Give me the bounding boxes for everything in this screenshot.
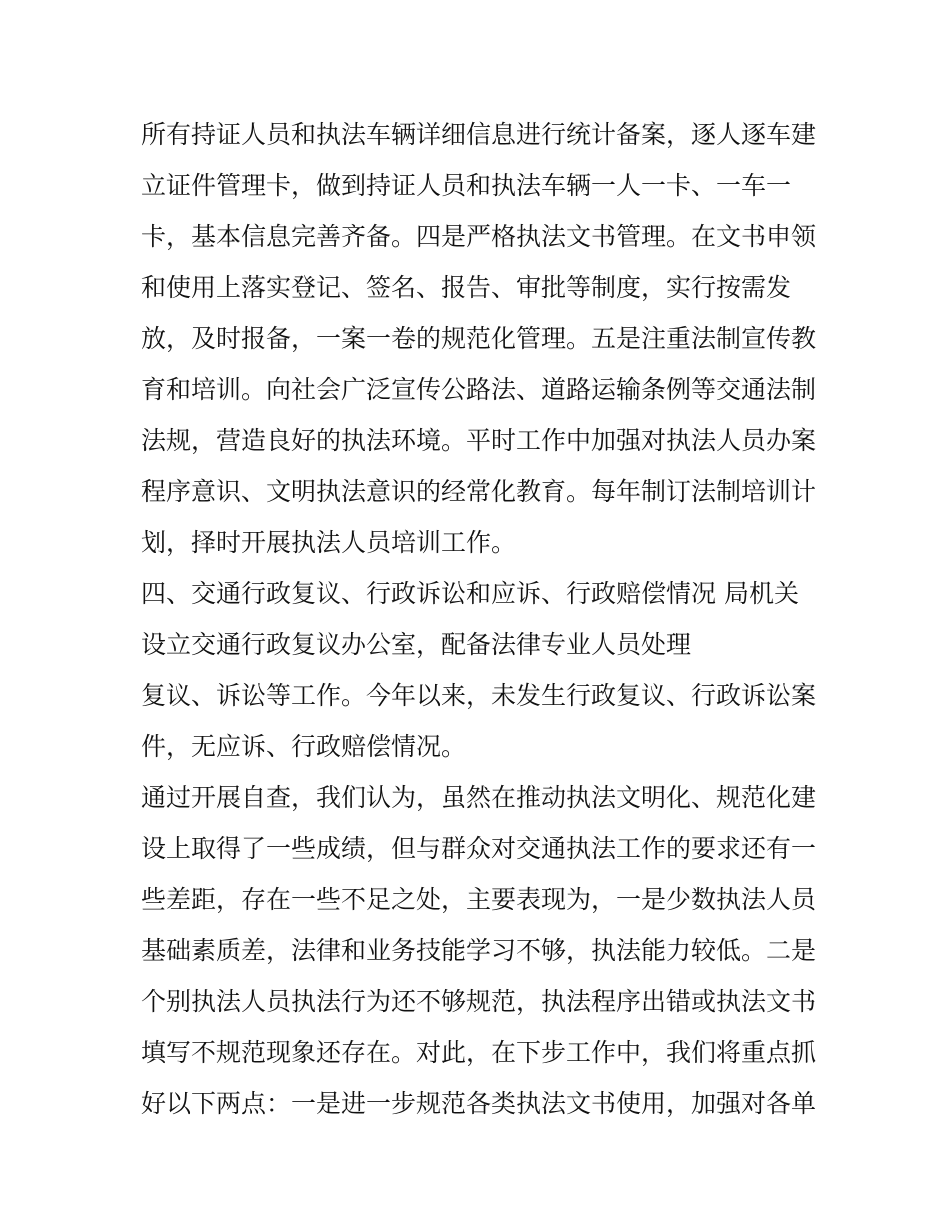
text-line: 放，及时报备，一案一卷的规范化管理。五是注重法制宣传教 [141,324,817,353]
document-body [141,109,821,1129]
text-line: 件，无应诉、行政赔偿情况。 [141,732,467,761]
section-heading-line: 四、交通行政复议、行政诉讼和应诉、行政赔偿情况 局机关 [141,579,799,608]
text-line: 程序意识、文明执法意识的经常化教育。每年制订法制培训计 [141,477,817,506]
text-line: 通过开展自查，我们认为，虽然在推动执法文明化、规范化建 [141,783,817,812]
text-line: 个别执法人员执法行为还不够规范，执法程序出错或执法文书 [141,987,817,1016]
text-line: 育和培训。向社会广泛宣传公路法、道路运输条例等交通法制 [141,375,817,404]
text-line: 好以下两点：一是进一步规范各类执法文书使用，加强对各单 [141,1089,817,1118]
text-line: 些差距，存在一些不足之处，主要表现为，一是少数执法人员 [141,885,817,914]
text-line: 立证件管理卡，做到持证人员和执法车辆一人一卡、一车一 [141,171,792,200]
text-line: 所有持证人员和执法车辆详细信息进行统计备案，逐人逐车建 [141,120,817,149]
text-line: 卡，基本信息完善齐备。四是严格执法文书管理。在文书申领 [141,222,817,251]
text-line: 填写不规范现象还存在。对此，在下步工作中，我们将重点抓 [141,1038,817,1067]
text-line: 划，择时开展执法人员培训工作。 [141,528,517,557]
text-line: 和使用上落实登记、签名、报告、审批等制度，实行按需发 [141,273,792,302]
text-line: 设立交通行政复议办公室，配备法律专业人员处理 [141,630,692,659]
text-line: 复议、诉讼等工作。今年以来，未发生行政复议、行政诉讼案 [141,681,817,710]
text-line: 基础素质差，法律和业务技能学习不够，执法能力较低。二是 [141,936,817,965]
text-line: 设上取得了一些成绩，但与群众对交通执法工作的要求还有一 [141,834,817,863]
text-line: 法规，营造良好的执法环境。平时工作中加强对执法人员办案 [141,426,817,455]
